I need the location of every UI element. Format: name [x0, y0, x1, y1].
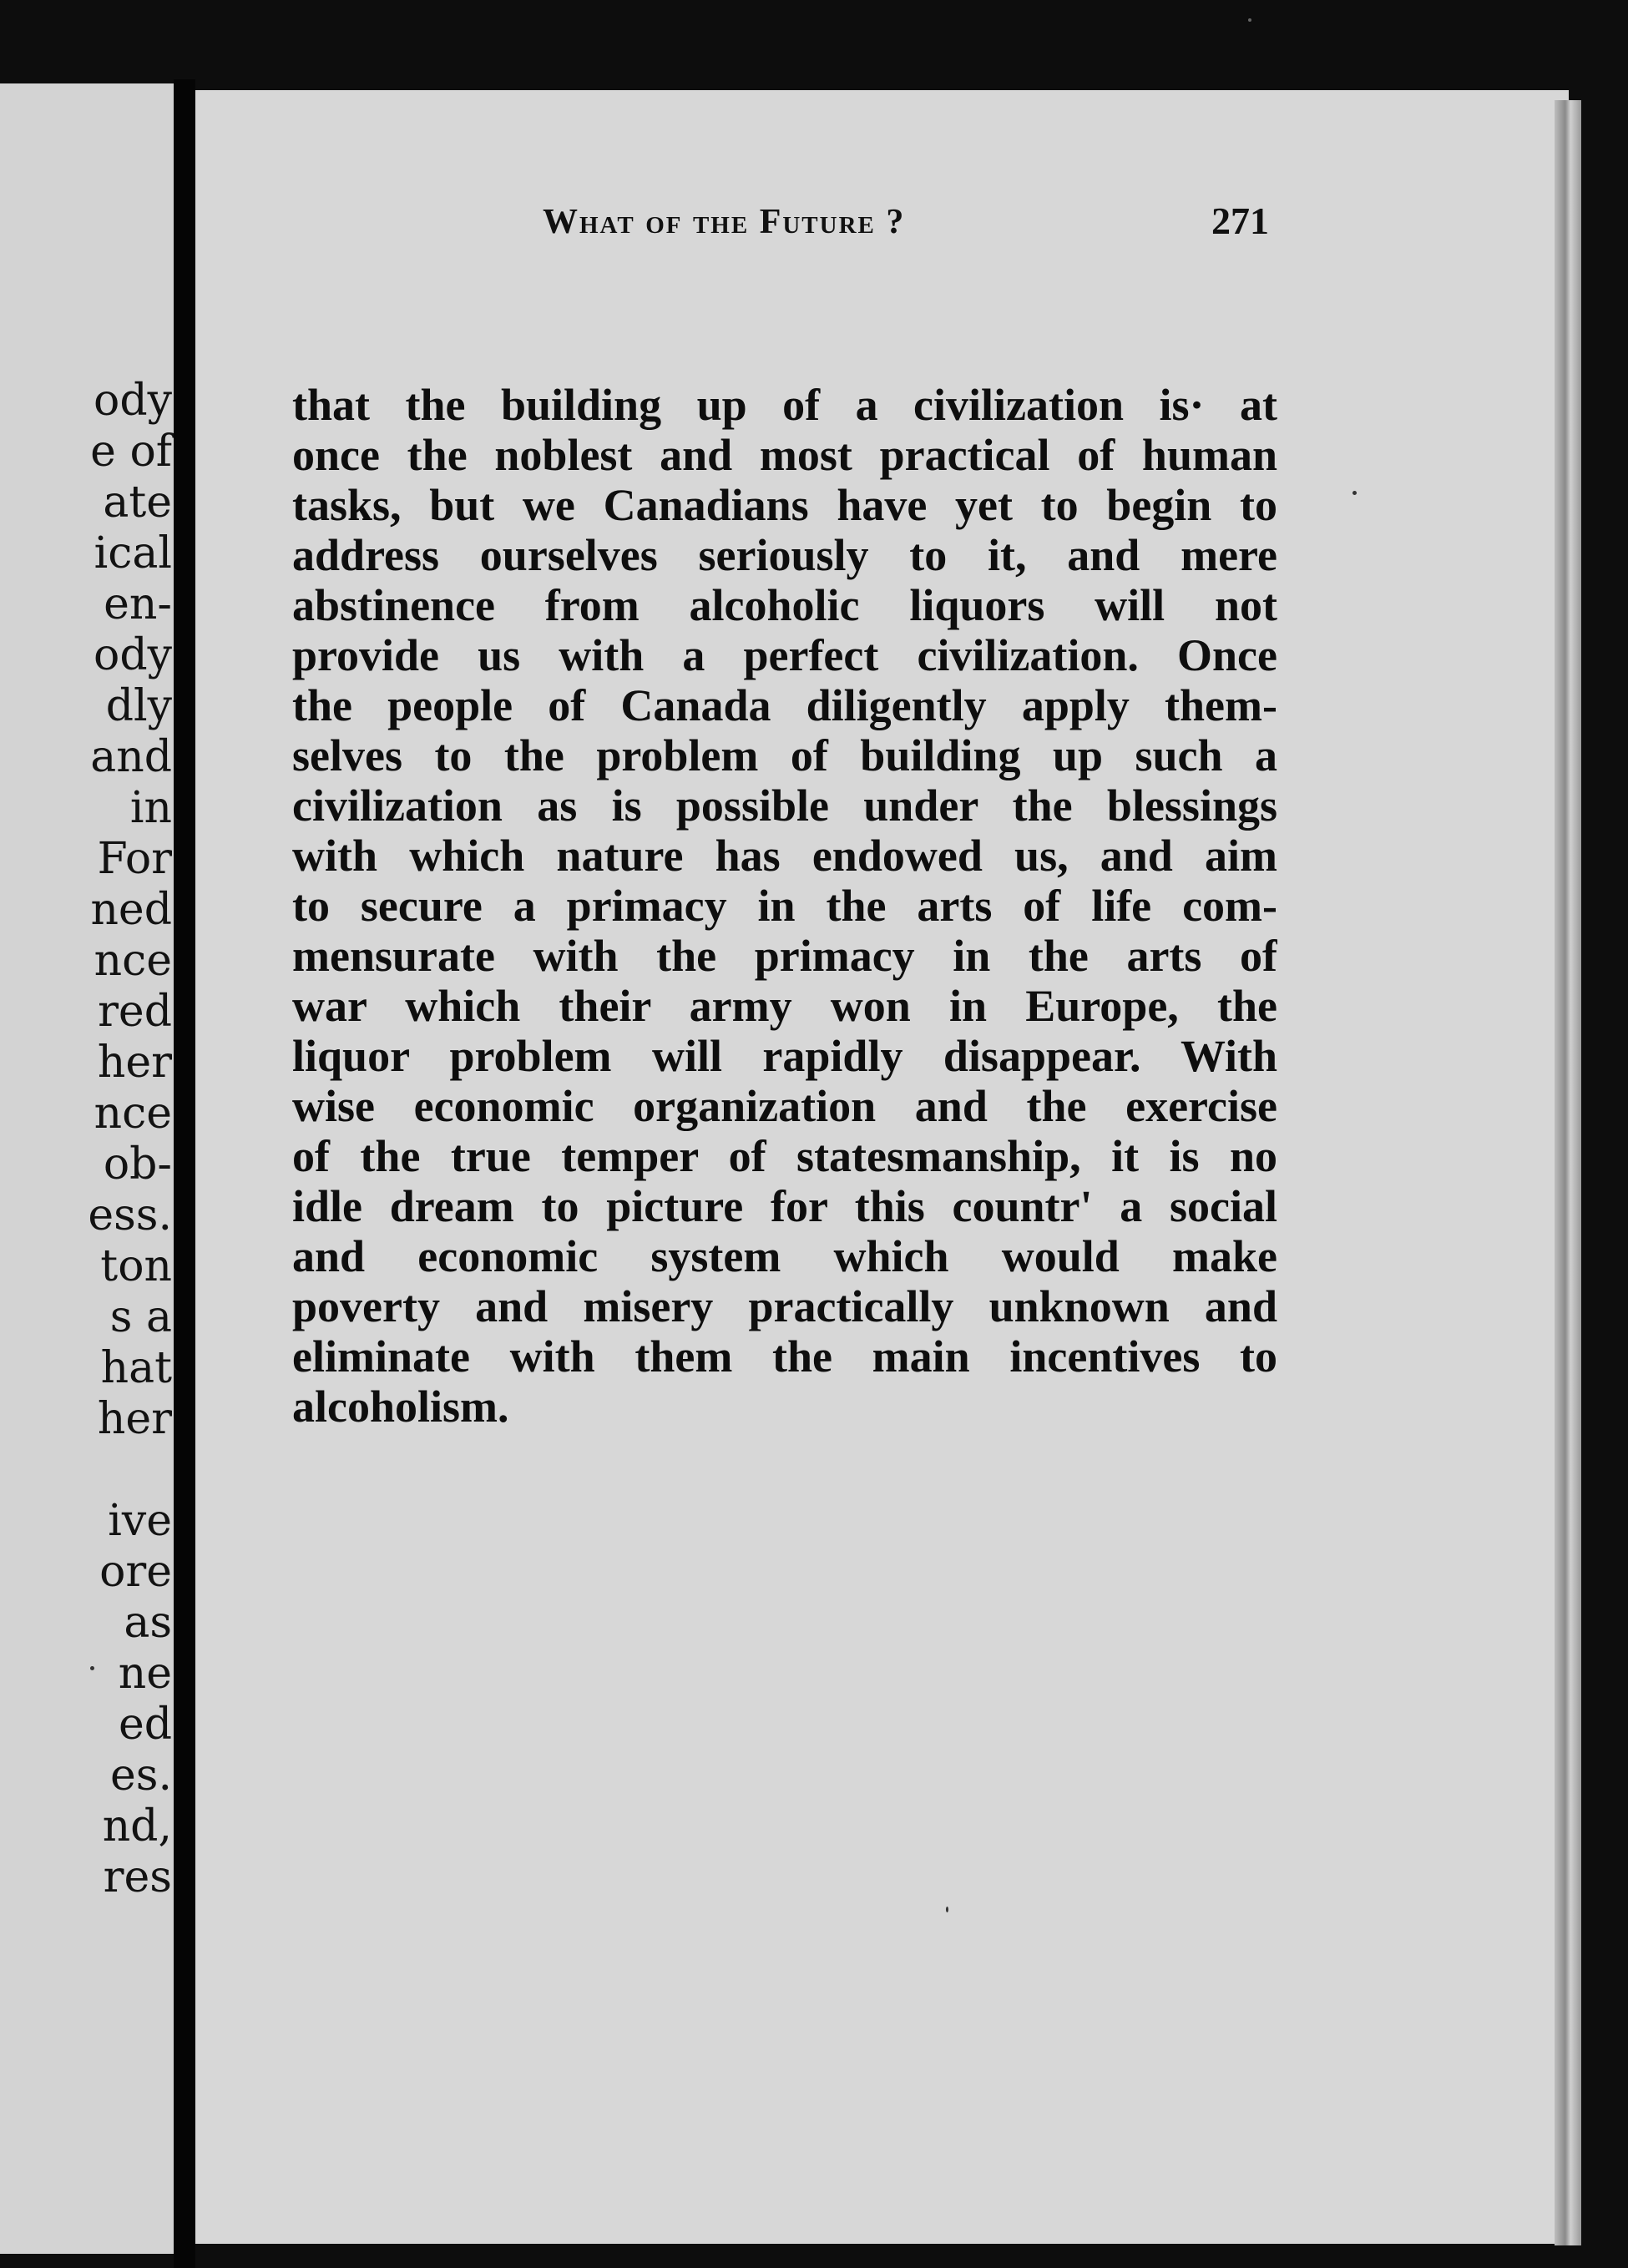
left-fragment-line: dly: [105, 681, 172, 731]
text-line: mensurate with the primacy in the arts of: [292, 931, 1277, 981]
print-speck: [90, 1666, 94, 1670]
body-paragraph: [292, 380, 1277, 1432]
page-number: 271: [1211, 200, 1269, 242]
text-line: that the building up of a civilization is· at: [292, 380, 1277, 430]
left-fragment-line: ed: [118, 1700, 172, 1750]
left-fragment-line: ody: [94, 376, 172, 426]
left-fragment-line: ob-: [103, 1139, 172, 1190]
left-fragment-line: en-: [104, 579, 172, 629]
left-fragment-line: nd,: [102, 1801, 172, 1851]
left-fragment-line: red: [98, 987, 172, 1037]
print-speck: [1248, 18, 1251, 22]
left-fragment-line: ive: [108, 1496, 172, 1546]
left-fragment-line: ne: [118, 1649, 172, 1699]
left-page-text-fragments: [88, 376, 172, 1903]
left-fragment-line: hat: [100, 1343, 172, 1393]
left-fragment-line: and: [90, 732, 172, 782]
left-fragment-line: ody: [94, 630, 172, 680]
left-fragment-line: nce: [94, 1089, 172, 1139]
left-fragment-line: nce: [94, 936, 172, 986]
text-line: once the noblest and most practical of human: [292, 430, 1277, 480]
text-line: abstinence from alcoholic liquors will not: [292, 580, 1277, 630]
text-line: war which their army won in Europe, the: [292, 981, 1277, 1031]
left-fragment-line: ical: [94, 528, 172, 578]
text-line: tasks, but we Canadians have yet to begin to: [292, 480, 1277, 530]
left-fragment-line: ned: [90, 885, 172, 935]
left-fragment-line: s a: [109, 1292, 172, 1342]
text-line: address ourselves seriously to it, and mere: [292, 530, 1277, 580]
running-head: [351, 194, 1269, 260]
print-speck: [1352, 491, 1357, 495]
text-line: the people of Canada diligently apply them-: [292, 680, 1277, 730]
left-fragment-line: res: [103, 1852, 172, 1902]
left-fragment-line: ate: [103, 477, 172, 528]
left-fragment-line: ess.: [88, 1190, 172, 1240]
left-fragment-line: es.: [110, 1750, 172, 1801]
left-fragment-line: [88, 1445, 172, 1496]
left-fragment-line: her: [97, 1038, 172, 1088]
left-fragment-line: For: [97, 834, 172, 884]
left-fragment-line: as: [124, 1598, 172, 1648]
left-fragment-line: ore: [99, 1547, 172, 1597]
text-line: with which nature has endowed us, and aim: [292, 831, 1277, 881]
left-fragment-line: in: [129, 783, 172, 833]
left-page-fragment: [0, 83, 174, 2254]
left-fragment-line: ton: [100, 1241, 172, 1291]
text-line: of the true temper of statesmanship, it is no: [292, 1131, 1277, 1181]
text-line: provide us with a perfect civilization. Once: [292, 630, 1277, 680]
book-gutter: [174, 79, 195, 2268]
left-fragment-line: e of: [90, 427, 172, 477]
text-line: wise economic organization and the exercise: [292, 1081, 1277, 1131]
text-line: alcoholism.: [292, 1382, 509, 1432]
text-line: and economic system which would make: [292, 1231, 1277, 1281]
text-line: to secure a primacy in the arts of life com-: [292, 881, 1277, 931]
print-speck: [946, 1907, 948, 1912]
text-line: idle dream to picture for this countr' a social: [292, 1181, 1277, 1231]
text-line: civilization as is possible under the blessings: [292, 780, 1277, 831]
left-fragment-line: her: [97, 1394, 172, 1444]
running-title: What of the Future ?: [543, 203, 906, 241]
text-line: liquor problem will rapidly disappear. With: [292, 1031, 1277, 1081]
text-line: poverty and misery practically unknown and: [292, 1281, 1277, 1331]
text-line: eliminate with them the main incentives to: [292, 1331, 1277, 1382]
page-edge: [1555, 100, 1581, 2245]
text-line: selves to the problem of building up such a: [292, 730, 1277, 780]
